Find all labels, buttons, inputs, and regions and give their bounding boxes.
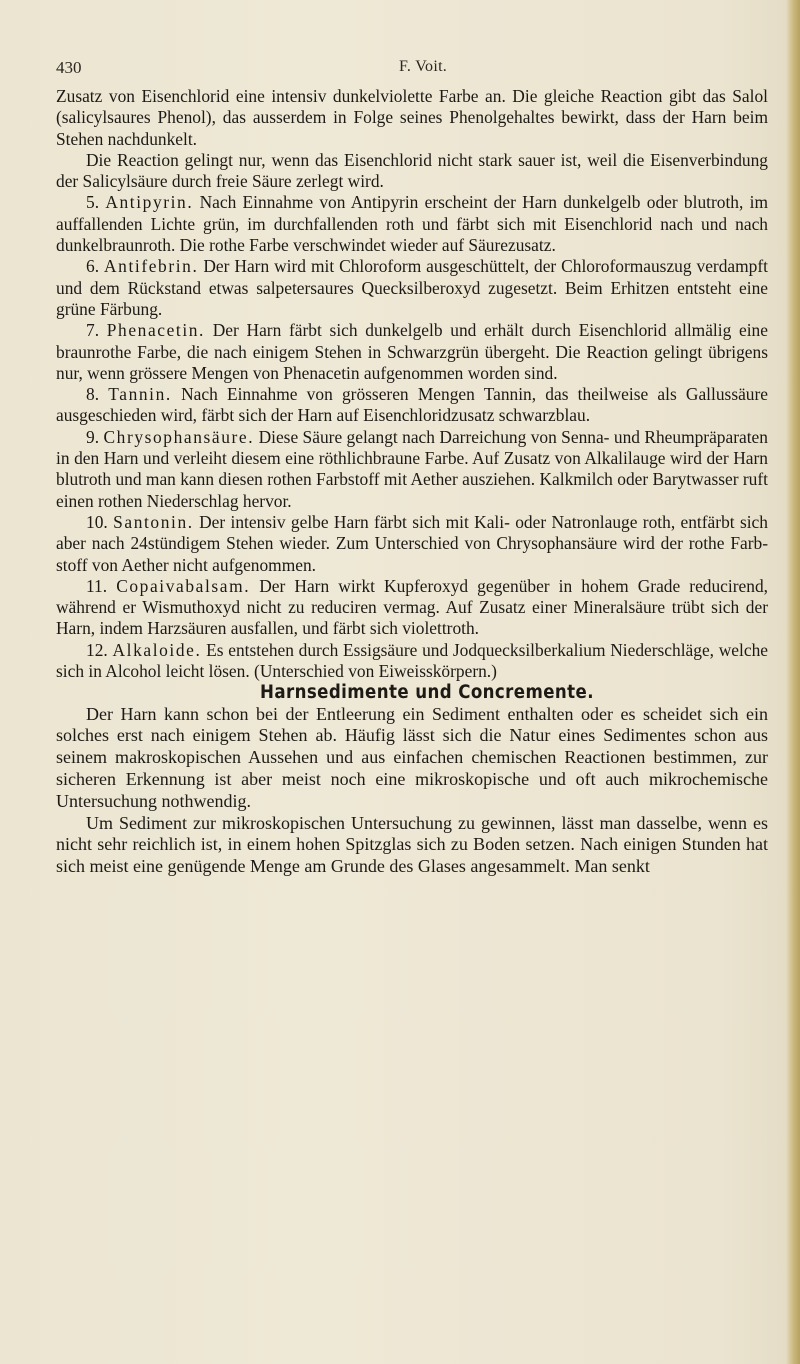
item-text: Der Harn wird mit Chloroform ausgeschüttelt, der Chloroformauszug verdampft und dem Rückstand etwas salpetersaures Quecksilberoxyd zugesetzt. Beim Erhitzen entsteht eine grüne Färbung. <box>56 256 768 319</box>
paragraph-tannin <box>56 384 768 427</box>
item-term: Phenacetin. <box>106 320 206 341</box>
body-text <box>56 86 768 878</box>
running-head: F. Voit. <box>399 58 448 75</box>
paragraph-phenacetin <box>56 320 768 384</box>
page-edge <box>786 0 800 1364</box>
item-number: 8. <box>86 384 100 405</box>
item-term: Chrysophansäure. <box>103 426 255 447</box>
page-number: 430 <box>56 58 82 77</box>
item-term: Santonin. <box>113 511 194 532</box>
paragraph-sediment-intro: Der Harn kann schon bei der Entleerung ein Sediment enthalten oder es scheidet sich ein solches erst nach einigem Stehen ab. Häufig lässt sich die Natur eines Sedimentes schon aus seinem makroskopischen Aussehen und aus einfachen chemischen Reactionen bestimmen, zur sicheren Erkennung ist aber meist noch eine mikroskopische und oft auch mikrochemische Untersuchung nothwendig. <box>56 703 768 811</box>
item-text: Der Harn wirkt Kupferoxyd gegenüber in hohem Grade reducirend, während er Wismuthoxyd nicht zu reduciren vermag. Auf Zusatz einer Mineralsäure trübt sich der Harn, indem Harzsäuren ausfallen, und färbt sich violettroth. <box>56 575 768 639</box>
item-number: 9. <box>86 426 100 447</box>
paragraph-chrysophansaeure <box>56 427 768 512</box>
item-number: 12. <box>86 639 108 660</box>
item-text: Nach Einnahme von grösseren Mengen Tannin, das theilweise als Gallussäure ausgeschieden wird, färbt sich der Harn auf Eisenchloridzusatz schwarzblau. <box>56 384 769 426</box>
paragraph-sediment-method: Um Sediment zur mikroskopischen Untersuchung zu gewinnen, lässt man dasselbe, wenn es nicht sehr reichlich ist, in einem hohen Spitzglas sich zu Boden setzen. Nach einigen Stunden hat sich meist eine genügende Menge am Grunde des Glases angesammelt. Man senkt <box>56 812 768 877</box>
item-term: Antipyrin. <box>105 192 194 213</box>
paragraph-reaction-note: Die Reaction gelingt nur, wenn das Eisenchlorid nicht stark sauer ist, weil die Eisenverbindung der Salicylsäure durch freie Säure zerlegt wird. <box>56 149 768 192</box>
item-number: 7. <box>86 320 100 341</box>
item-number: 6. <box>86 256 100 277</box>
paragraph-alkaloide <box>56 640 768 683</box>
item-text: Der Harn färbt sich dunkelgelb und erhält durch Eisenchlorid allmälig eine braunrothe Farbe, die nach einigem Stehen in Schwarzgrün übergeht. Die Reaction gelingt übrigens nur, wenn grössere Mengen von Phenacetin aufgenommen worden sind. <box>56 320 768 383</box>
paragraph-antipyrin <box>56 192 768 256</box>
paragraph-santonin <box>56 512 768 576</box>
item-term: Alkaloide. <box>112 639 202 660</box>
page-header <box>56 58 756 82</box>
item-text: Nach Einnahme von Antipyrin erscheint der Harn dunkelgelb oder blutroth, im auffallenden Lichte grün, im durchfallenden roth und färbt sich mit Eisenchlorid nach und nach dunkelbraunroth. Die rothe Farbe verschwindet wieder auf Säurezusatz. <box>56 192 768 256</box>
item-term: Antifebrin. <box>104 256 199 277</box>
item-number: 5. <box>86 192 100 213</box>
item-term: Tannin. <box>108 384 172 405</box>
item-number: 10. <box>86 511 108 532</box>
paragraph-copaivabalsam <box>56 576 768 640</box>
item-text: Der intensiv gelbe Harn färbt sich mit Kali- oder Natronlauge roth, entfärbt sich aber nach 24stündigem Stehen wieder. Zum Unterschied von Chrysophansäure wird der rothe Farbstoff von Aether nicht aufgenommen. <box>56 511 768 575</box>
item-text: Diese Säure gelangt nach Darreichung von Senna- und Rheumpräparaten in den Harn und verleiht diesem eine röthlichbraune Farbe. Auf Zusatz von Alkalilauge wird der Harn blutroth und man kann diesen rothen Farbstoff mit Aether ausziehen. Kalkmilch oder Barytwasser ruft einen rothen Niederschlag hervor. <box>56 426 768 511</box>
section-heading: Harnsedimente und Concremente. <box>260 682 594 704</box>
item-number: 11. <box>86 575 108 596</box>
paragraph-salol: Zusatz von Eisenchlorid eine intensiv dunkelviolette Farbe an. Die gleiche Reaction gibt das Salol (salicylsaures Phenol), das ausserdem in Folge seines Phenolgehaltes bewirkt, dass der Harn beim Stehen nachdunkelt. <box>56 86 768 149</box>
paragraph-antifebrin <box>56 256 768 320</box>
item-term: Copaivabalsam. <box>116 575 251 596</box>
item-text: Es entstehen durch Essigsäure und Jodquecksilberkalium Niederschläge, welche sich in Alcohol leicht lösen. (Unterschied von Eiweisskörpern.) <box>56 639 768 682</box>
